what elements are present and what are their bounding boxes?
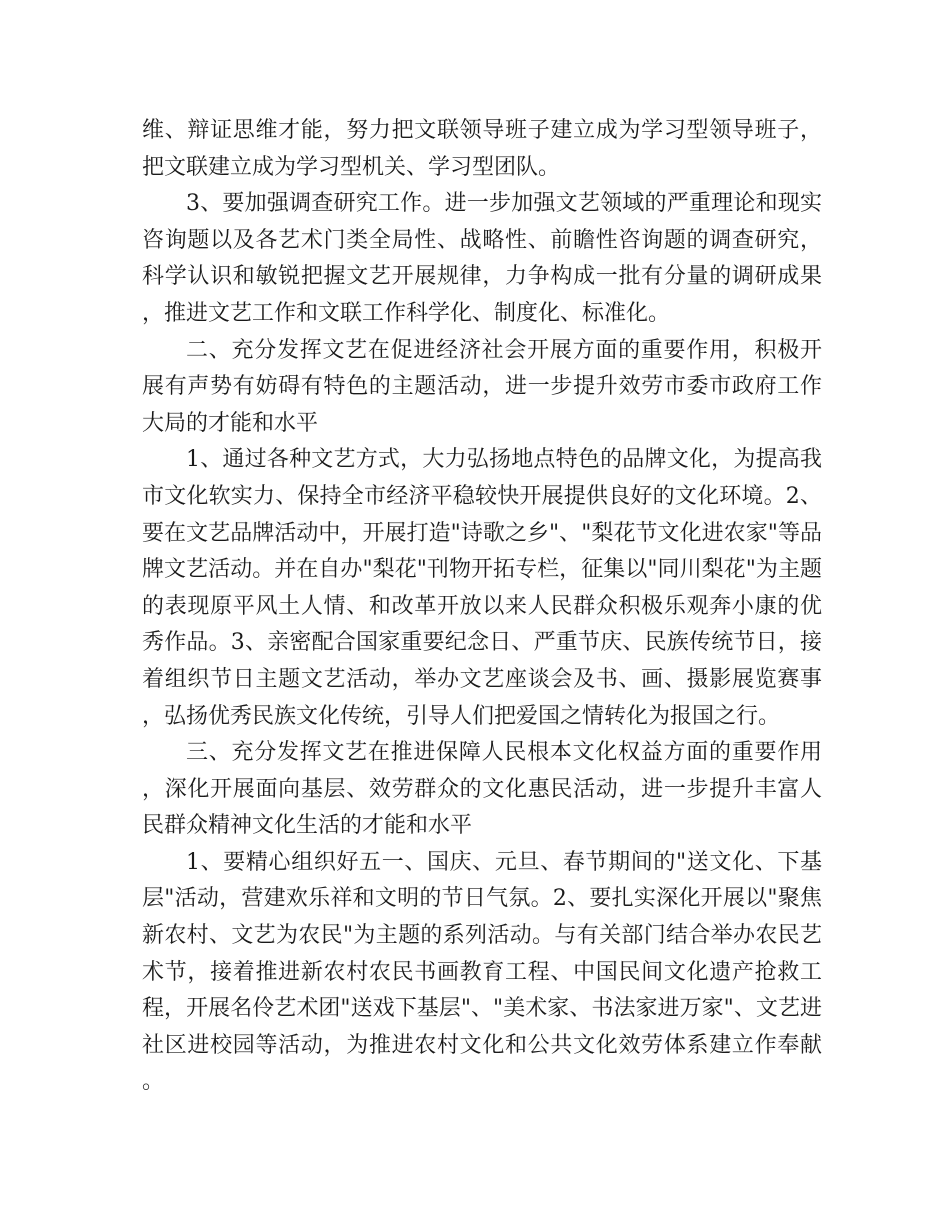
paragraph-2: 3、要加强调查研究工作。进一步加强文艺领域的严重理论和现实咨询题以及各艺术门类全局性、战略性、前瞻性咨询题的调查研究，科学认识和敏锐把握文艺开展规律，力争构成一批有分量的调研成果，推进文艺工作和文联工作科学化、制度化、标准化。: [142, 191, 822, 326]
section-heading-2: 二、充分发挥文艺在促进经济社会开展方面的重要作用，积极开展有声势有妨碍有特色的主题活动，进一步提升效劳市委市政府工作大局的才能和水平: [142, 337, 822, 436]
document-page: [142, 113, 822, 1101]
paragraph-3: 1、通过各种文艺方式，大力弘扬地点特色的品牌文化，为提高我市文化软实力、保持全市经济平稳较快开展提供良好的文化环境。2、要在文艺品牌活动中，开展打造"诗歌之乡"、"梨花节文化进农家"等品牌文艺活动。并在自办"梨花"刊物开拓专栏，征集以"同川梨花"为主题的表现原平风土人情、和改革开放以来人民群众积极乐观奔小康的优秀作品。3、亲密配合国家重要纪念日、严重节庆、民族传统节日，接着组织节日主题文艺活动，举办文艺座谈会及书、画、摄影展览赛事，弘扬优秀民族文化传统，引导人们把爱国之情转化为报国之行。: [142, 447, 822, 729]
section-heading-3: 三、充分发挥文艺在推进保障人民根本文化权益方面的重要作用，深化开展面向基层、效劳群众的文化惠民活动，进一步提升丰富人民群众精神文化生活的才能和水平: [142, 740, 822, 839]
paragraph-4: 1、要精心组织好五一、国庆、元旦、春节期间的"送文化、下基层"活动，营建欢乐祥和文明的节日气氛。2、要扎实深化开展以"聚焦新农村、文艺为农民"为主题的系列活动。与有关部门结合举办农民艺术节，接着推进新农村农民书画教育工程、中国民间文化遗产抢救工程，开展名伶艺术团"送戏下基层"、"美术家、书法家进万家"、文艺进社区进校园等活动，为推进农村文化和公共文化效劳体系建立作奉献。: [142, 849, 822, 1095]
paragraph-1: 维、辩证思维才能，努力把文联领导班子建立成为学习型领导班子，把文联建立成为学习型机关、学习型团队。: [142, 118, 822, 180]
